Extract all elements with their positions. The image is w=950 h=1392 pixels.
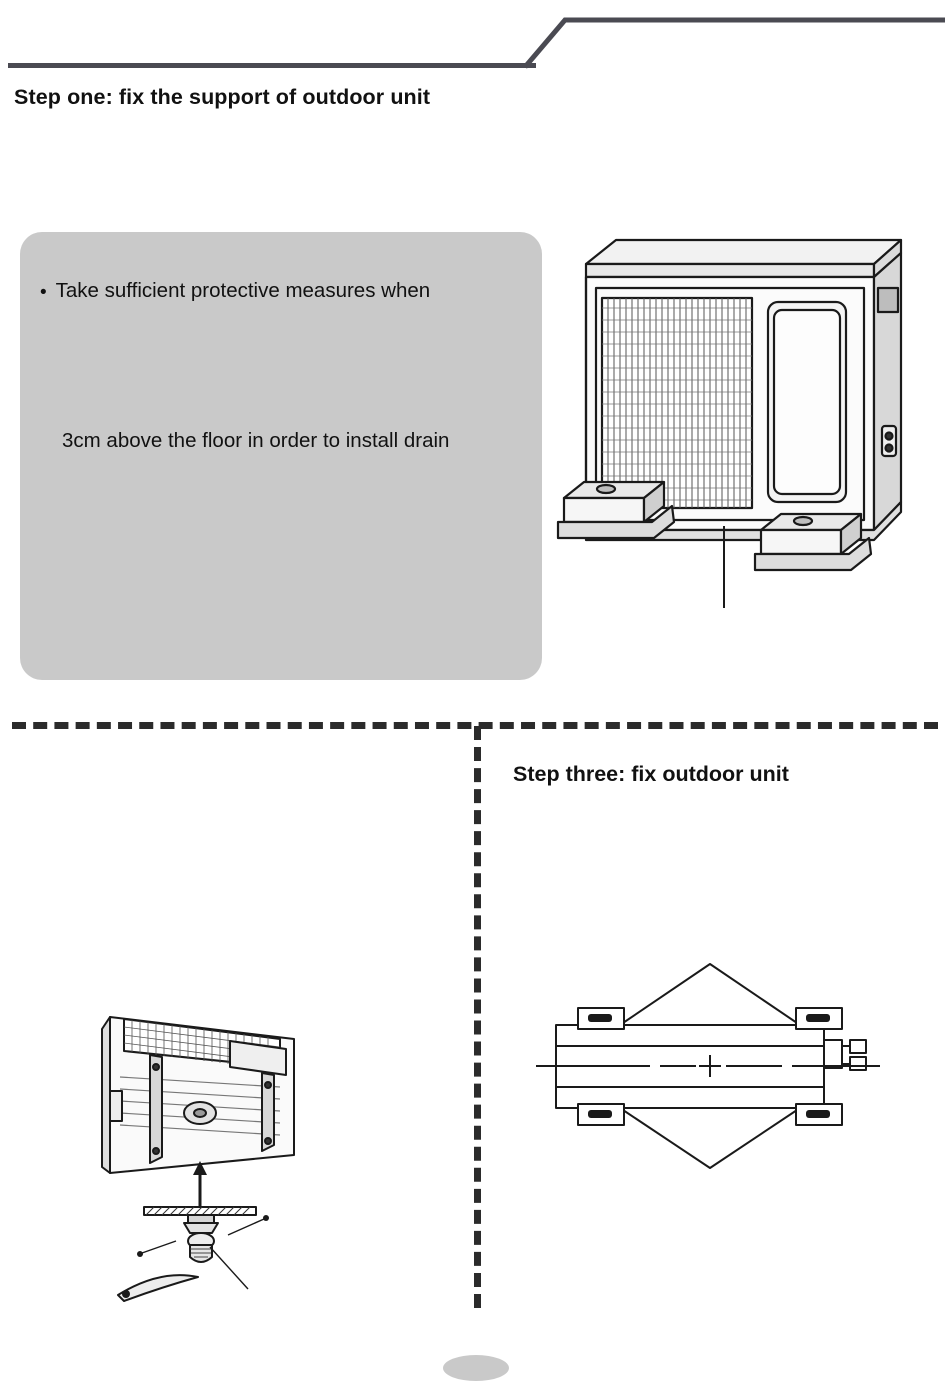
wall-bracket-bolt-illustration bbox=[80, 995, 330, 1305]
page-number-badge bbox=[443, 1355, 509, 1381]
note-box bbox=[20, 232, 542, 680]
outdoor-unit-on-brackets-illustration bbox=[556, 230, 936, 620]
note-bullet-row bbox=[40, 278, 520, 304]
header-rule-left bbox=[8, 63, 536, 68]
vertical-dashed-divider bbox=[474, 726, 481, 1308]
note-line-two: 3cm above the floor in order to install drain bbox=[62, 429, 450, 452]
outdoor-unit-top-view-illustration bbox=[520, 950, 900, 1180]
bullet-icon: • bbox=[40, 282, 47, 303]
header-angle-rule bbox=[525, 14, 945, 70]
step-three-title: Step three: fix outdoor unit bbox=[513, 762, 789, 786]
note-line-one: Take sufficient protective measures when bbox=[55, 279, 431, 302]
step-one-title: Step one: fix the support of outdoor unit bbox=[14, 85, 431, 109]
